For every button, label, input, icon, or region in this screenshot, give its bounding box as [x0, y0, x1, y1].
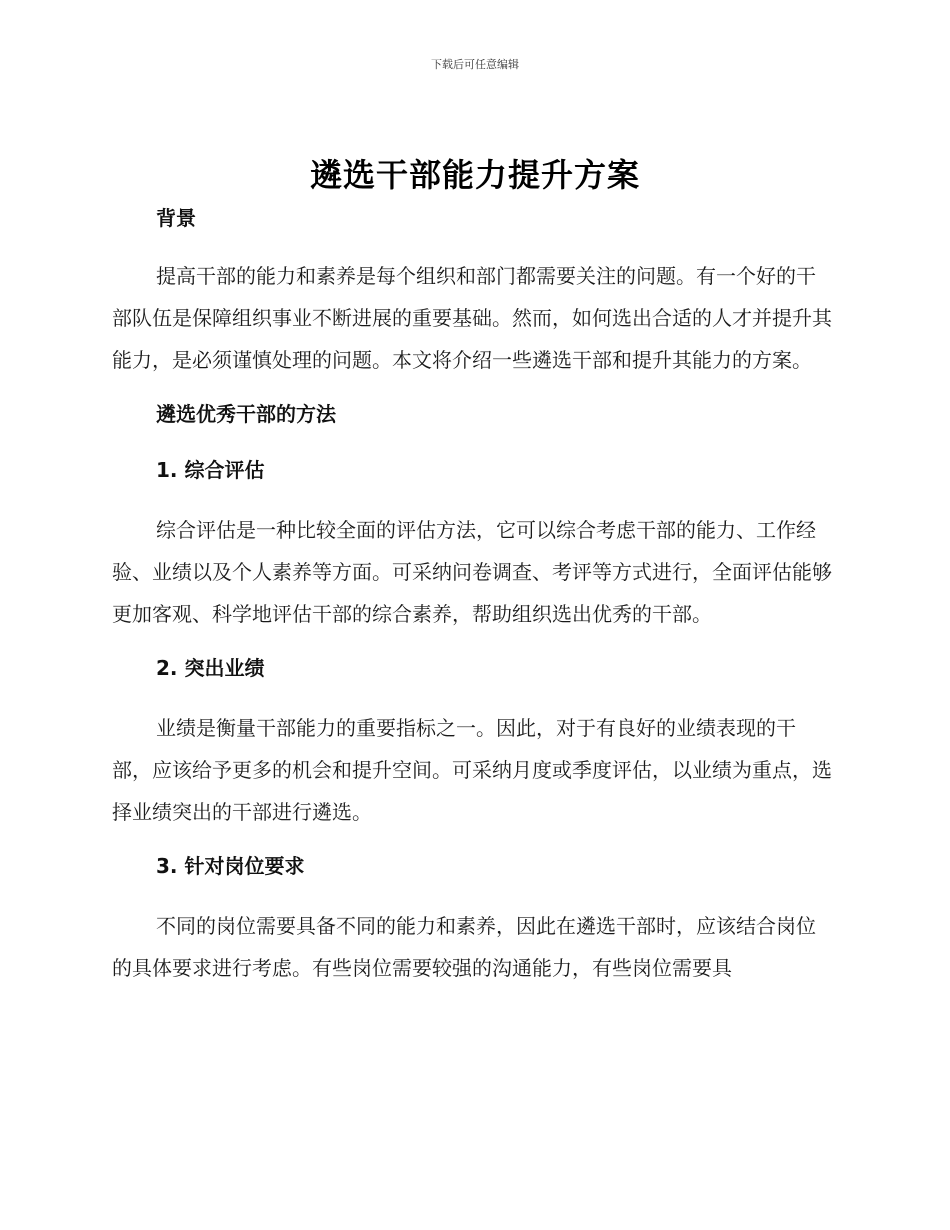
- method2-heading: 2. 突出业绩: [156, 656, 265, 680]
- document-body: [112, 203, 832, 989]
- method3-paragraph: 不同的岗位需要具备不同的能力和素养，因此在遴选干部时，应该结合岗位的具体要求进行考虑。有些岗位需要较强的沟通能力，有些岗位需要具: [112, 914, 816, 980]
- method1-paragraph: 综合评估是一种比较全面的评估方法，它可以综合考虑干部的能力、工作经验、业绩以及个人素养等方面。可采纳问卷调查、考评等方式进行，全面评估能够更加客观、科学地评估干部的综合素养，帮助组织选出优秀的干部。: [112, 518, 832, 626]
- method2-paragraph: 业绩是衡量干部能力的重要指标之一。因此，对于有良好的业绩表现的干部，应该给予更多的机会和提升空间。可采纳月度或季度评估，以业绩为重点，选择业绩突出的干部进行遴选。: [112, 716, 832, 824]
- document-title: 遴选干部能力提升方案: [309, 156, 640, 194]
- background-heading: 背景: [156, 206, 196, 230]
- background-paragraph: 提高干部的能力和素养是每个组织和部门都需要关注的问题。有一个好的干部队伍是保障组织事业不断进展的重要基础。然而，如何选出合适的人才并提升其能力，是必须谨慎处理的问题。本文将介绍一些遴选干部和提升其能力的方案。: [112, 264, 832, 372]
- header-note: 下载后可任意编辑: [431, 58, 519, 71]
- method1-heading: 1. 综合评估: [156, 458, 265, 482]
- methods-heading: 遴选优秀干部的方法: [156, 402, 336, 426]
- method3-heading: 3. 针对岗位要求: [156, 854, 305, 878]
